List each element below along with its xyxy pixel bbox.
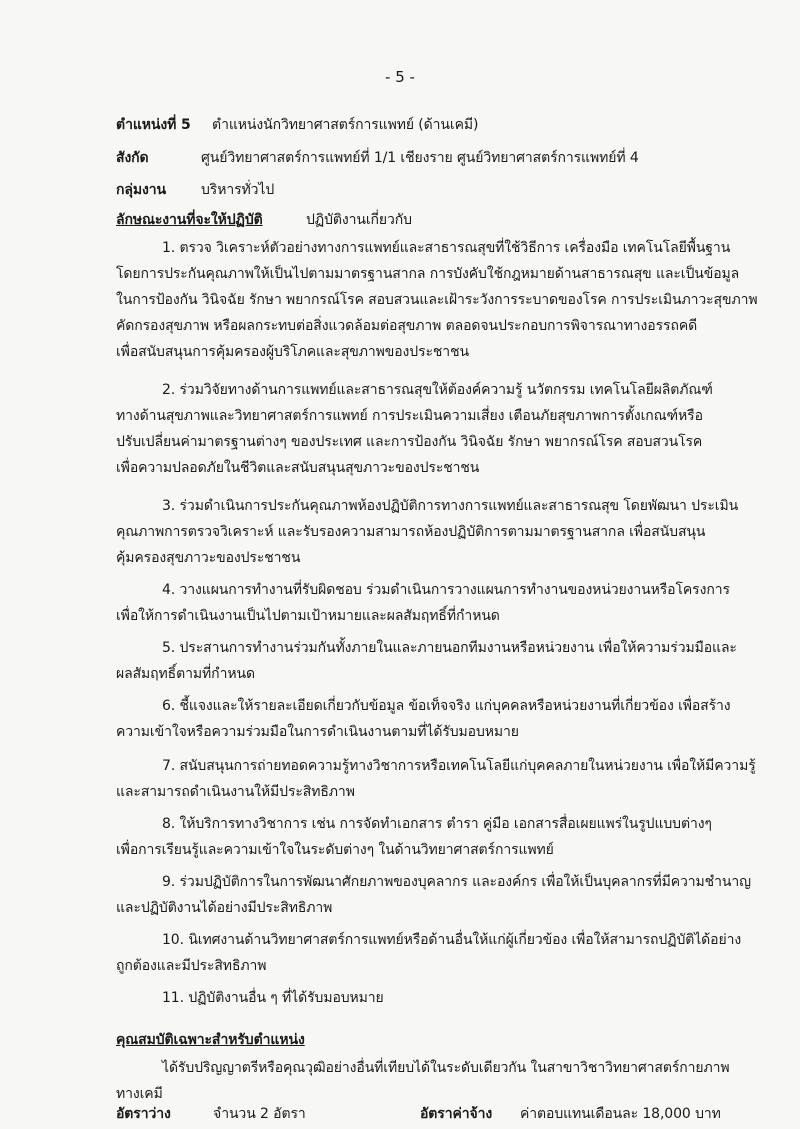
salary-value: ค่าตอบแทนเดือนละ 18,000 บาท	[520, 1106, 721, 1122]
duty-line: 1. ตรวจ วิเคราะห์ตัวอย่างทางการแพทย์และสาธารณสุขที่ใช้วิธีการ เครื่องมือ เทคโนโลยีพื้นฐาน	[162, 240, 731, 256]
duty-line: และปฏิบัติงานได้อย่างมีประสิทธิภาพ	[116, 900, 333, 916]
duty-line: เพื่อสนับสนุนการคุ้มครองผู้บริโภคและสุขภาพของประชาชน	[116, 344, 469, 360]
qualification-heading: คุณสมบัติเฉพาะสำหรับตำแหน่ง	[116, 1032, 305, 1048]
qualification-line: ทางเคมี	[116, 1086, 163, 1102]
duty-line: 7. สนับสนุนการถ่ายทอดความรู้ทางวิชาการหรือเทคโนโลยีแก่บุคคลภายในหน่วยงาน เพื่อให้มีความรู้	[162, 758, 756, 774]
duty-line: เพื่อการเรียนรู้และความเข้าใจในระดับต่างๆ ในด้านวิทยาศาสตร์การแพทย์	[116, 842, 554, 858]
duty-line: ปรับเปลี่ยนค่ามาตรฐานต่างๆ ของประเทศ และการป้องกัน วินิจฉัย รักษา พยากรณ์โรค สอบสวนโรค	[116, 434, 703, 450]
duties-intro: ปฏิบัติงานเกี่ยวกับ	[306, 212, 412, 228]
duty-line: 10. นิเทศงานด้านวิทยาศาสตร์การแพทย์หรือด้านอื่นให้แก่ผู้เกี่ยวข้อง เพื่อให้สามารถปฏิบัติได้อย่าง	[162, 932, 742, 948]
duty-line: คุณภาพการตรวจวิเคราะห์ และรับรองความสามารถห้องปฏิบัติการตามมาตรฐานสากล เพื่อสนับสนุน	[116, 524, 706, 540]
page-number: - 5 -	[385, 68, 415, 86]
position-value: ตำแหน่งนักวิทยาศาสตร์การแพทย์ (ด้านเคมี)	[212, 117, 479, 133]
duty-line: 9. ร่วมปฏิบัติการในการพัฒนาศักยภาพของบุคลากร และองค์กร เพื่อให้เป็นบุคลากรที่มีความชำนาญ	[162, 874, 751, 890]
duties-heading: ลักษณะงานที่จะให้ปฏิบัติ	[116, 212, 263, 228]
vacancy-label: อัตราว่าง	[116, 1106, 171, 1122]
vacancy-value: จำนวน 2 อัตรา	[213, 1106, 306, 1122]
duty-line: ทางด้านสุขภาพและวิทยาศาสตร์การแพทย์ การประเมินความเสี่ยง เตือนภัยสุขภาพการตั้งเกณฑ์หรือ	[116, 408, 703, 424]
duty-line: 2. ร่วมวิจัยทางด้านการแพทย์และสาธารณสุขให้ต้องค์ความรู้ นวัตกรรม เทคโนโลยีผลิตภัณฑ์	[162, 382, 713, 398]
duty-line: 4. วางแผนการทำงานที่รับผิดชอบ ร่วมดำเนินการวางแผนการทำงานของหน่วยงานหรือโครงการ	[162, 582, 730, 598]
duty-line: เพื่อความปลอดภัยในชีวิตและสนับสนุนสุขภาวะของประชาชน	[116, 460, 480, 476]
duty-line: 11. ปฏิบัติงานอื่น ๆ ที่ได้รับมอบหมาย	[162, 990, 384, 1006]
duty-line: ในการป้องกัน วินิจฉัย รักษา พยากรณ์โรค สอบสวนและเฝ้าระวังการระบาดของโรค การประเมินภาวะสุขภาพ	[116, 292, 758, 308]
duty-line: เพื่อให้การดำเนินงานเป็นไปตามเป้าหมายและผลสัมฤทธิ์ที่กำหนด	[116, 608, 500, 624]
duty-line: 8. ให้บริการทางวิชาการ เช่น การจัดทำเอกสาร ตำรา คู่มือ เอกสารสื่อเผยแพร่ในรูปแบบต่างๆ	[162, 816, 712, 832]
duty-line: 5. ประสานการทำงานร่วมกันทั้งภายในและภายนอกทีมงานหรือหน่วยงาน เพื่อให้ความร่วมมือและ	[162, 640, 737, 656]
duty-line: 3. ร่วมดำเนินการประกันคุณภาพห้องปฏิบัติการทางการแพทย์และสาธารณสุข โดยพัฒนา ประเมิน	[162, 498, 739, 514]
duty-line: และสามารถดำเนินงานให้มีประสิทธิภาพ	[116, 784, 355, 800]
affiliation-value: ศูนย์วิทยาศาสตร์การแพทย์ที่ 1/1 เชียงราย ศูนย์วิทยาศาสตร์การแพทย์ที่ 4	[201, 150, 639, 166]
group-value: บริหารทั่วไป	[201, 182, 275, 198]
duty-line: คัดกรองสุขภาพ หรือผลกระทบต่อสิ่งแวดล้อมต่อสุขภาพ ตลอดจนประกอบการพิจารณาทางอรรถคดี	[116, 318, 698, 334]
group-label: กลุ่มงาน	[116, 182, 166, 198]
duty-line: ผลสัมฤทธิ์ตามที่กำหนด	[116, 666, 255, 682]
duty-line: ถูกต้องและมีประสิทธิภาพ	[116, 958, 267, 974]
salary-label: อัตราค่าจ้าง	[420, 1106, 493, 1122]
duty-line: คุ้มครองสุขภาวะของประชาชน	[116, 550, 301, 566]
duty-line: 6. ชี้แจงและให้รายละเอียดเกี่ยวกับข้อมูล ข้อเท็จจริง แก่บุคคลหรือหน่วยงานที่เกี่ยวข้อง เพื่อสร้าง	[162, 698, 731, 714]
affiliation-label: สังกัด	[116, 150, 149, 166]
qualification-line: ได้รับปริญญาตรีหรือคุณวุฒิอย่างอื่นที่เทียบได้ในระดับเดียวกัน ในสาขาวิชาวิทยาศาสตร์กายภาพ	[162, 1060, 730, 1076]
duty-line: ความเข้าใจหรือความร่วมมือในการดำเนินงานตามที่ได้รับมอบหมาย	[116, 724, 519, 740]
position-label: ตำแหน่งที่ 5	[116, 117, 191, 133]
duty-line: โดยการประกันคุณภาพให้เป็นไปตามมาตรฐานสากล การบังคับใช้กฎหมายด้านสาธารณสุข และเป็นข้อมูล	[116, 266, 740, 282]
